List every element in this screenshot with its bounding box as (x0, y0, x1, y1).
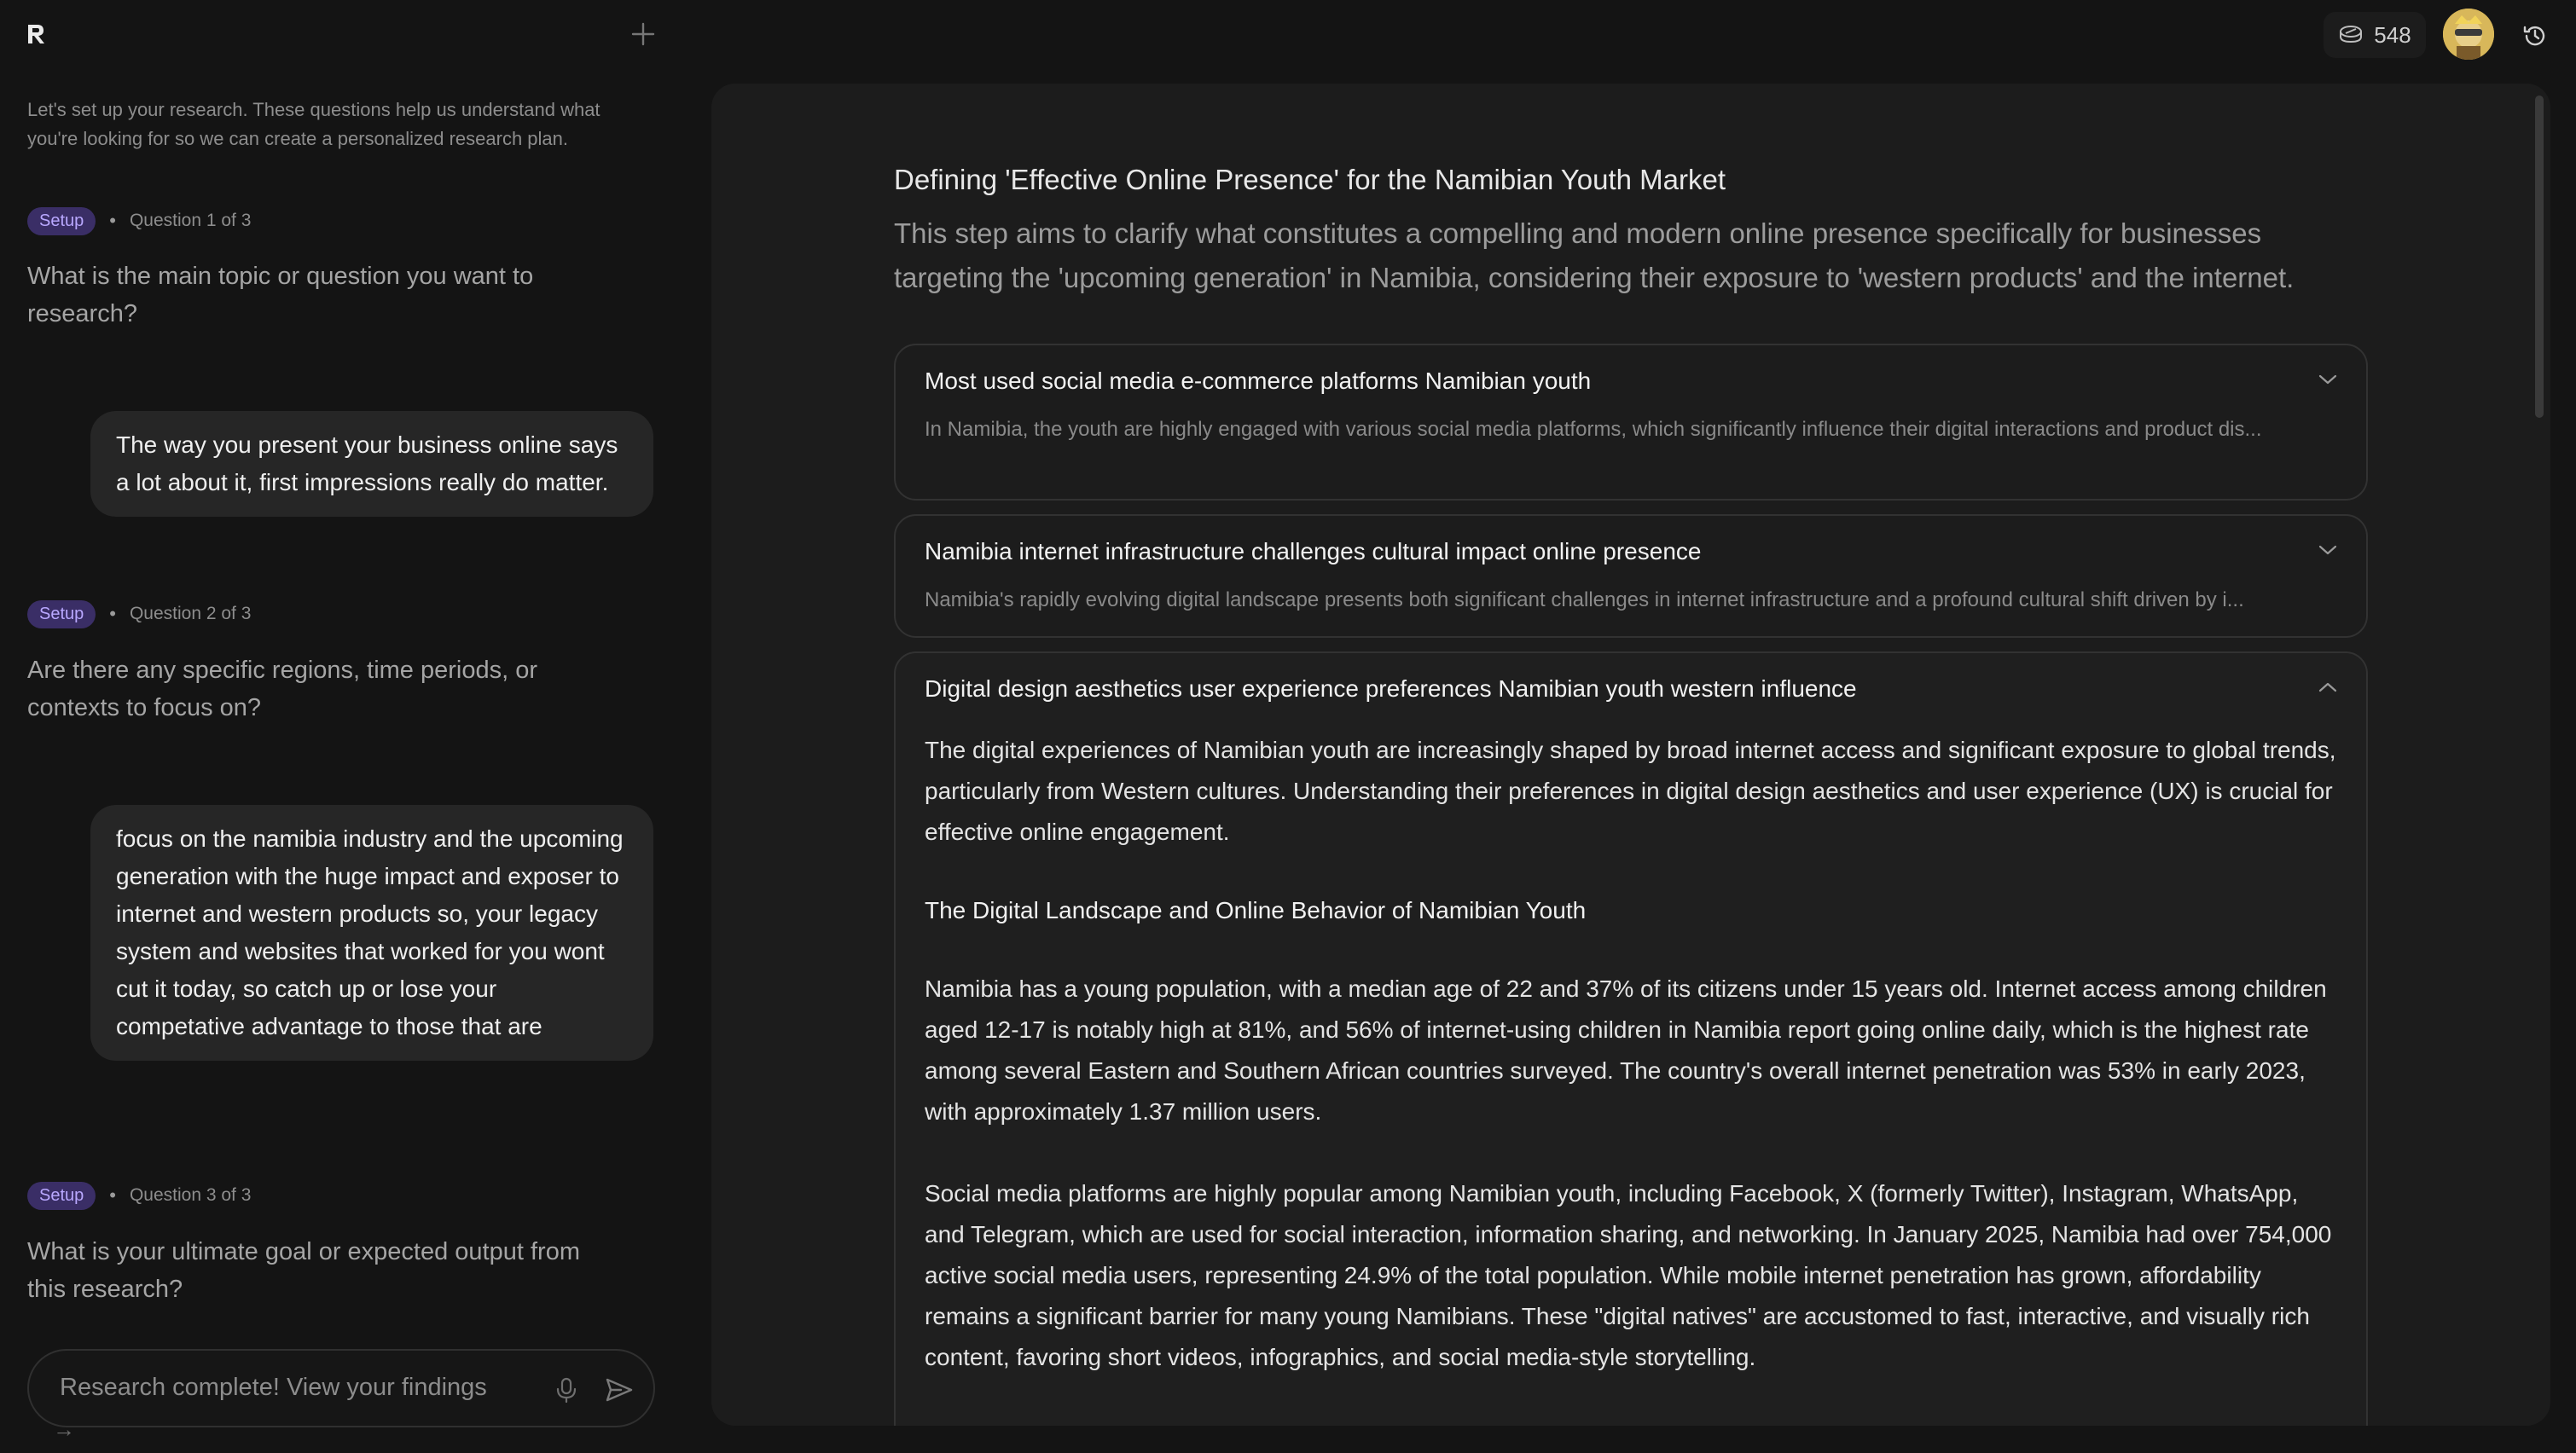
card-title: Most used social media e-commerce platforms Namibian youth (925, 368, 1592, 394)
card-preview: In Namibia, the youth are highly engaged with various social media platforms, which significantly influence their digital interactions and product dis... (925, 418, 2262, 441)
setup-badge: Setup (27, 600, 96, 628)
separator-dot: • (109, 210, 116, 231)
separator-dot: • (109, 1184, 116, 1206)
card-paragraph: Social media platforms are highly popular among Namibian youth, including Facebook, X (formerly Twitter), Instagram, WhatsApp, and Telegram, which are used for social interaction, information sharing, and networking. In January 2025, Namibia had over 754,000 active social media users, representing 24.9% of the total population. While mobile internet penetration has grown, affordability remains a significant barrier for many young Namibians. These "digital natives" are accustomed to fast, interactive, and visually rich content, favoring short videos, infographics, and social media-style storytelling. (925, 1180, 2332, 1370)
credits-icon (2338, 24, 2364, 46)
card-section-heading: The Digital Landscape and Online Behavior of Namibian Youth (925, 897, 1587, 923)
credits-count: 548 (2374, 21, 2411, 48)
history-icon[interactable] (2521, 22, 2549, 49)
question-2-text: Are there any specific regions, time periods, or contexts to focus on? (27, 657, 537, 721)
question-3-header (27, 1181, 251, 1210)
user-avatar[interactable] (2443, 9, 2494, 60)
setup-badge: Setup (27, 207, 96, 235)
credits-indicator[interactable] (2324, 12, 2426, 58)
step-title: Defining 'Effective Online Presence' for the Namibian Youth Market (894, 164, 1726, 195)
sidebar (0, 0, 682, 1453)
research-panel (711, 84, 2550, 1426)
research-card-3-expanded[interactable] (894, 651, 2368, 1426)
separator-dot: • (109, 603, 116, 624)
step-description: This step aims to clarify what constitutes a compelling and modern online presence specifically for businesses targeting the 'upcoming generation' in Namibia, considering their exposure to 'western products' and the internet. (894, 217, 2295, 293)
question-2-header (27, 599, 251, 628)
card-preview: Namibia's rapidly evolving digital landscape presents both significant challenges in internet infrastructure and a profound cultural shift driven by i... (925, 588, 2244, 611)
chevron-up-icon[interactable] (2317, 680, 2339, 694)
question-count: Question 3 of 3 (129, 1185, 252, 1205)
answer-1-bubble: The way you present your business online says a lot about it, first impressions really do matter. (90, 411, 653, 517)
card-title: Digital design aesthetics user experience preferences Namibian youth western influence (925, 675, 1857, 702)
answer-2-bubble: focus on the namibia industry and the upcoming generation with the huge impact and exposer to internet and western products so, your legacy system and websites that worked for you wont cut it today, so catch up or lose your competative advantage to those that are (90, 805, 653, 1061)
setup-badge: Setup (27, 1182, 96, 1210)
composer-input[interactable] (58, 1373, 539, 1403)
question-count: Question 1 of 3 (129, 211, 252, 230)
arrow-icon: → (53, 1416, 75, 1442)
microphone-icon[interactable] (551, 1375, 582, 1405)
chevron-down-icon[interactable] (2317, 373, 2339, 386)
research-card-1[interactable] (894, 344, 2368, 501)
question-1-header (27, 206, 251, 235)
app-logo-icon[interactable] (26, 22, 48, 46)
card-paragraph: The digital experiences of Namibian youth are increasingly shaped by broad internet access and significant exposure to global trends, particularly from Western cultures. Understanding their preferences in digital design aesthetics and user experience (UX) is crucial for effective online engagement. (925, 737, 2336, 845)
question-3-text: What is your ultimate goal or expected output from this research? (27, 1238, 580, 1303)
avatar-image-icon (2443, 9, 2494, 60)
new-research-plus-icon[interactable] (628, 19, 659, 49)
send-icon[interactable] (602, 1373, 636, 1407)
research-card-2[interactable] (894, 514, 2368, 638)
card-body (925, 730, 2341, 1378)
card-paragraph: Namibia has a young population, with a median age of 22 and 37% of its citizens under 15 years old. Internet access among children aged 12-17 is notably high at 81%, and 56% of internet-using children in Namibia report going online daily, which is the highest rate among several Eastern and Southern African countries surveyed. The country's overall internet penetration was 53% in early 2023, with approximately 1.37 million users. (925, 975, 2327, 1125)
question-1-text: What is the main topic or question you want to research? (27, 263, 534, 327)
question-count: Question 2 of 3 (129, 604, 252, 623)
composer (27, 1349, 655, 1427)
chevron-down-icon[interactable] (2317, 543, 2339, 557)
scrollbar[interactable] (2535, 96, 2544, 418)
card-title: Namibia internet infrastructure challenges cultural impact online presence (925, 538, 1702, 564)
setup-intro-text: Let's set up your research. These questions help us understand what you're looking for so we can create a personalized research plan. (27, 99, 600, 149)
